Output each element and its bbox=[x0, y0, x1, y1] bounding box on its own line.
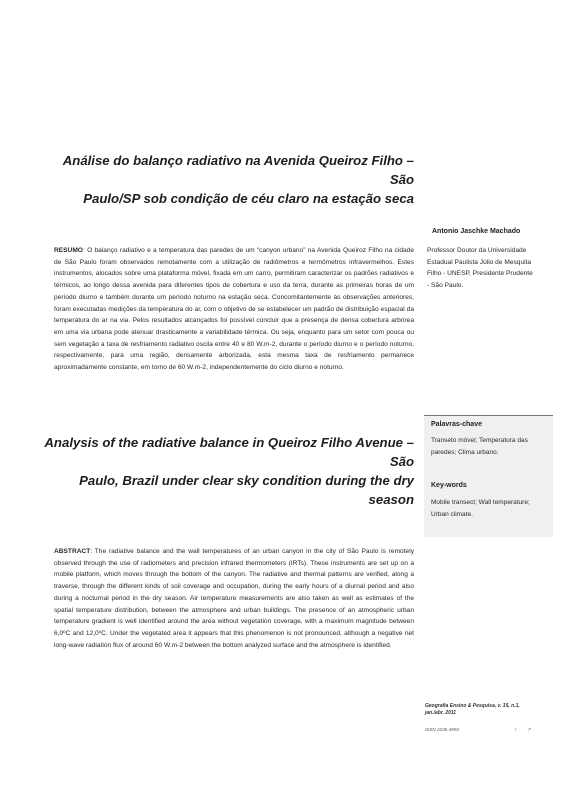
resumo-paragraph bbox=[54, 245, 414, 374]
author-name: Antonio Jaschke Machado bbox=[432, 228, 521, 235]
resumo-label: RESUMO bbox=[54, 247, 83, 254]
palavras-chave-heading: Palavras-chave bbox=[431, 421, 482, 428]
resumo-text: : O balanço radiativo e a temperatura das paredes de um “canyon urbano” na Avenida Queiroz Filho na cidade de São Paulo foram observados remotamente com a utilização de radiômetros e termômetros infravermelhos. Estes instrumentos, alocados sobre uma plataforma móvel, fixada em um carro, permitiram caracterizar os padrões radiativos e térmicos, ao longo dessa avenida para diferentes tipos de cobertura e uso da terra, durante as primeiras horas de um período diurno e também durante um período noturno na estação seca. Concomitantemente às observações anteriores, foram executadas medições da temperatura do ar, com o objetivo de se estabelecer um padrão de distribuição espacial da temperatura do ar na via. Pelos resultados alcançados foi possível concluir que a presença de densa cobertura arbórea em uma via urbana pode atenuar drasticamente a variabilidade térmica. Ou seja, enquanto para um setor com pouca ou sem vegetação a taxa de resfriamento radiativo oscila entre 40 e 80 W.m-2, durante o período diurno e o período noturno, respectivamente, para uma região, densamente arborizada, esta mesma taxa de resfriamento permanece aproximadamente constante, em torno de 60 W.m-2, independentemente do ciclo diurno e noturno. bbox=[54, 247, 414, 372]
abstract-label: ABSTRACT bbox=[54, 548, 91, 555]
journal-citation: Geografia Ensino & Pesquisa, v. 15, n.1, jan./abr. 2011 bbox=[425, 703, 520, 716]
keywords-top-rule bbox=[424, 415, 553, 416]
portuguese-title-line-2: Paulo/SP sob condição de céu claro na estação seca bbox=[83, 191, 414, 206]
english-title bbox=[40, 433, 414, 509]
keywords-sidebar bbox=[424, 415, 553, 537]
portuguese-title bbox=[40, 151, 414, 208]
footer-separator: / bbox=[515, 727, 517, 732]
page-number: 7 bbox=[528, 727, 531, 732]
author-affiliation: Professor Doutor da Universidade Estadual Paulista Júlio de Mesquita Filho - UNESP, Presidente Prudente - São Paulo. bbox=[427, 247, 533, 289]
english-title-line-2: Paulo, Brazil under clear sky condition during the dry season bbox=[79, 473, 414, 507]
abstract-text: : The radiative balance and the wall temperatures of an urban canyon in the city of São Paulo is remotely observed through the use of radiometers and precision infrared thermometers (IRTs). These instruments are set up on a mobile platform, which moves through the bottom of the canyon. The radiative and thermal patterns are verified, along a traverse, through the different kinds of soil coverage and occupation, during the early hours of a diurnal period and also during a nocturnal period in the dry season. Air temperature measurements are also taken as well as estimates of the spatial temperature distribution, between the atmosphere and urban buildings. The presence of an atmospheric urban temperature gradient is well identified around the area without vegetation coverage, with a maximum magnitude between 6,0ºC and 12,0ºC. Under the vegetated area it appears that this phenomenon is not pronounced, although a negative net long-wave radiation flux of around 60 W.m-2 between the bottom analyzed surface and the atmosphere is identified. bbox=[54, 548, 414, 649]
abstract-paragraph bbox=[54, 546, 414, 651]
key-words-heading: Key-words bbox=[431, 482, 467, 489]
palavras-chave-text: Transeto móvel; Temperatura das paredes; Clima urbano. bbox=[431, 437, 528, 456]
english-title-line-1: Analysis of the radiative balance in Queiroz Filho Avenue – São bbox=[44, 435, 414, 469]
portuguese-title-line-1: Análise do balanço radiativo na Avenida Queiroz Filho – São bbox=[62, 153, 414, 187]
issn-label: ISSN 2236-4994 bbox=[425, 727, 459, 732]
key-words-text: Mobile transect; Wall temperature; Urban climate. bbox=[431, 499, 530, 518]
